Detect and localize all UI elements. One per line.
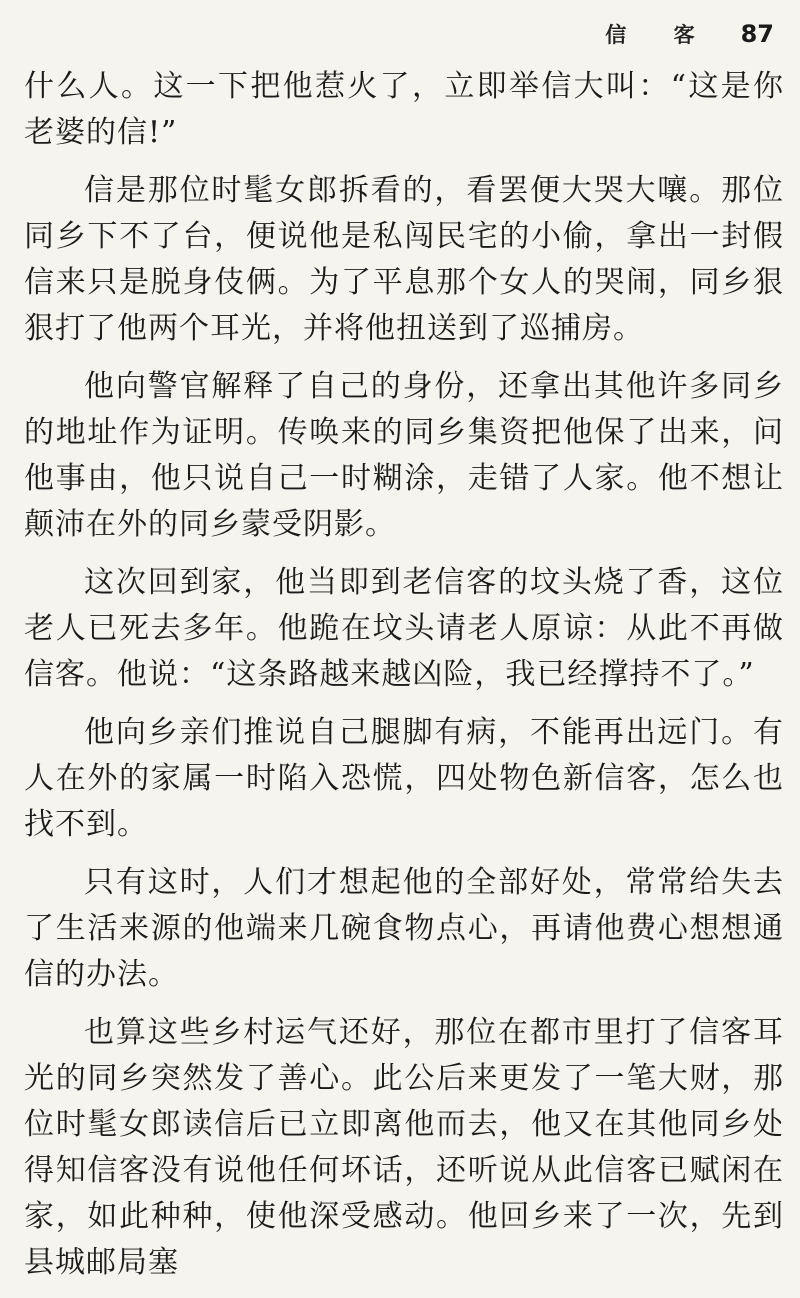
paragraph: 这次回到家，他当即到老信客的坟头烧了香，这位老人已死去多年。他跪在坟头请老人原谅：从此不再做信客。他说：“这条路越来越凶险，我已经撑持不了。”: [24, 565, 784, 692]
page-number: 87: [740, 20, 774, 48]
paragraph: 他向乡亲们推说自己腿脚有病，不能再出远门。有人在外的家属一时陷入恐慌，四处物色新信客，怎么也找不到。: [24, 715, 784, 842]
paragraph: 也算这些乡村运气还好，那位在都市里打了信客耳光的同乡突然发了善心。此公后来更发了一笔大财，那位时髦女郎读信后已立即离他而去，他又在其他同乡处得知信客没有说他任何坏话，还听说从此信客已赋闲在家，如此种种，使他深受感动。他回乡来了一次，先到县城邮局塞: [24, 1015, 784, 1280]
page-header: [605, 14, 774, 54]
paragraph: 他向警官解释了自己的身份，还拿出其他许多同乡的地址作为证明。传唤来的同乡集资把他保了出来，问他事由，他只说自己一时糊涂，走错了人家。他不想让颠沛在外的同乡蒙受阴影。: [24, 369, 784, 542]
body-text: [24, 64, 784, 1298]
paragraph: 只有这时，人们才想起他的全部好处，常常给失去了生活来源的他端来几碗食物点心，再请他费心想想通信的办法。: [24, 865, 784, 992]
running-title: 信 客: [605, 22, 715, 47]
paragraph: 信是那位时髦女郎拆看的，看罢便大哭大嚷。那位同乡下不了台，便说他是私闯民宅的小偷，拿出一封假信来只是脱身伎俩。为了平息那个女人的哭闹，同乡狠狠打了他两个耳光，并将他扭送到了巡捕房。: [24, 173, 784, 346]
paragraph-continued: 什么人。这一下把他惹火了，立即举信大叫：“这是你老婆的信!”: [24, 69, 784, 150]
